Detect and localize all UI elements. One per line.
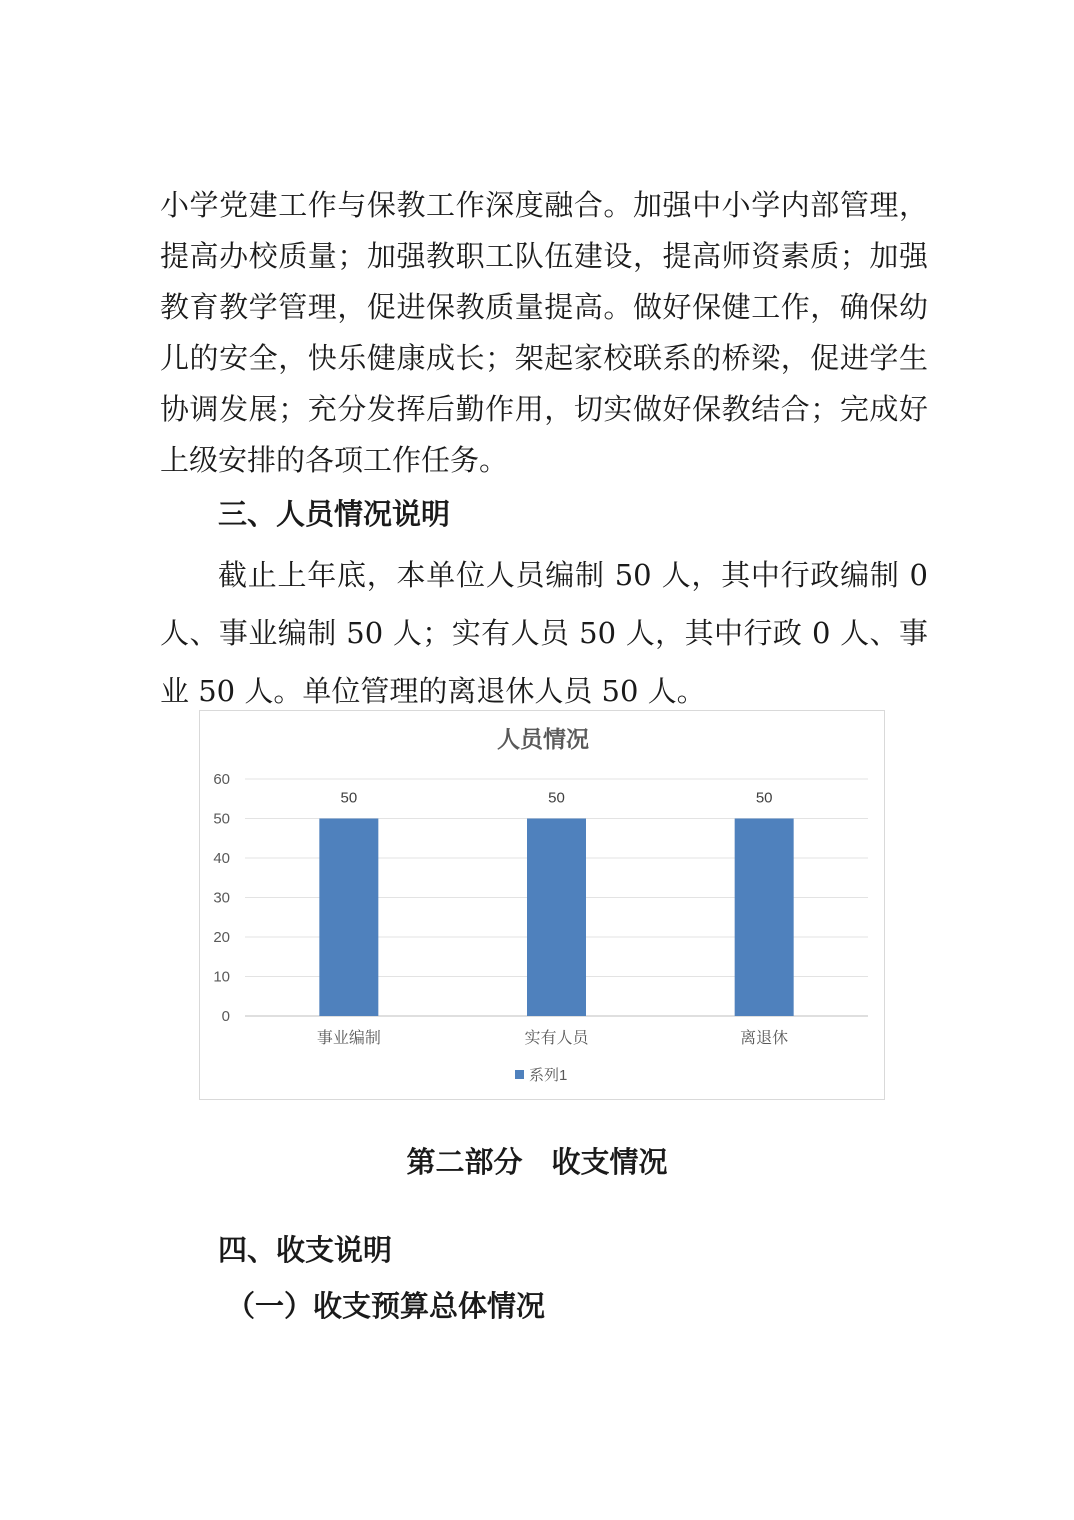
y-axis-ticks [213,771,230,1025]
bar [735,819,794,1017]
bar-value-label: 50 [548,789,565,807]
bar-value-label: 50 [340,789,358,807]
bar [319,819,378,1017]
section-4-1-heading: （一）收支预算总体情况 [226,1289,546,1323]
staff-chart [199,710,885,1100]
chart-bars [319,819,793,1017]
staff-paragraph: 截止上年底，本单位人员编制 50 人，其中行政编制 0 人、事业编制 50 人；实有人员 50 人，其中行政 0 人、事业 50 人。单位管理的离退休人员 50 人。 [160,558,928,708]
x-tick-label: 离退休 [740,1030,789,1047]
y-tick-label: 50 [213,810,230,828]
legend-label: 系列1 [529,1067,568,1084]
intro-paragraph: 小学党建工作与保教工作深度融合。加强中小学内部管理，提高办校质量；加强教职工队伍建设，提高师资素质；加强教育教学管理，促进保教质量提高。做好保健工作，确保幼儿的安全，快乐健康成长；架起家校联系的桥梁，促进学生协调发展；充分发挥后勤作用，切实做好保教结合；完成好上级安排的各项工作任务。 [160,188,928,477]
y-tick-label: 40 [213,850,230,867]
x-axis-ticks [317,1029,788,1047]
bar [527,819,586,1017]
chart-legend [515,1067,567,1084]
chart-title: 人员情况 [497,726,589,752]
y-tick-label: 30 [213,889,230,907]
y-tick-label: 20 [213,929,230,946]
section-4-heading: 四、收支说明 [218,1233,393,1267]
bar-value-label: 50 [755,789,773,807]
part-2-title: 第二部分 收支情况 [406,1145,668,1179]
y-tick-label: 0 [221,1008,230,1025]
legend-swatch [515,1070,524,1079]
y-tick-label: 10 [213,968,230,986]
chart-canvas [200,711,886,1101]
x-tick-label: 事业编制 [316,1030,381,1047]
y-tick-label: 60 [213,771,230,788]
section-3-heading: 三、人员情况说明 [218,497,451,531]
bar-data-labels [340,790,772,807]
x-tick-label: 实有人员 [524,1030,589,1047]
